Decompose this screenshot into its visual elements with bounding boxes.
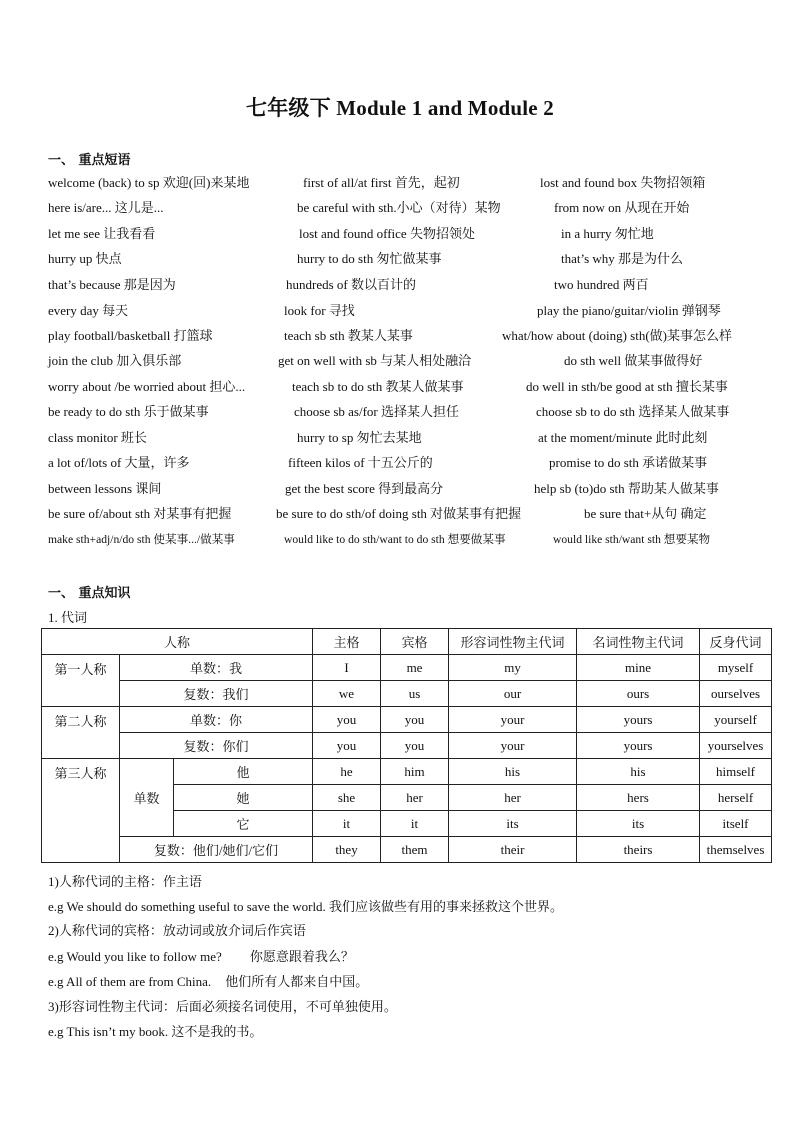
table-cell: you (381, 707, 449, 733)
phrase-item: play the piano/guitar/violin 弹钢琴 (537, 303, 721, 318)
group-third-person: 第三人称 (42, 759, 120, 863)
table-cell: your (449, 707, 577, 733)
table-row (42, 681, 772, 707)
phrase-item: in a hurry 匆忙地 (561, 226, 654, 241)
section-heading-phrases: 一、 重点短语 (48, 153, 131, 168)
table-cell: theirs (577, 837, 700, 863)
group-singular: 单数 (120, 759, 174, 837)
table-cell: their (449, 837, 577, 863)
table-cell: your (449, 733, 577, 759)
table-cell: hers (577, 785, 700, 811)
table-cell: yours (577, 707, 700, 733)
table-cell: her (381, 785, 449, 811)
header-cell: 形容词性物主代词 (449, 629, 577, 655)
phrase-item: let me see 让我看看 (48, 226, 156, 241)
phrase-item: that’s why 那是为什么 (561, 251, 684, 266)
table-cell: us (381, 681, 449, 707)
phrase-item: between lessons 课间 (48, 481, 162, 496)
phrase-item: lost and found box 失物招领箱 (540, 175, 706, 190)
phrase-item: be careful with sth.小心（对待）某物 (297, 200, 501, 215)
phrase-item: first of all/at first 首先，起初 (303, 175, 460, 190)
phrase-item: be ready to do sth 乐于做某事 (48, 404, 209, 419)
table-cell: ours (577, 681, 700, 707)
row-label: 它 (174, 811, 313, 837)
phrase-item: here is/are... 这儿是... (48, 200, 164, 215)
phrase-item: play football/basketball 打篮球 (48, 328, 213, 343)
example-text: e.g This isn’t my book. 这不是我的书。 (48, 1024, 263, 1039)
table-cell: you (313, 707, 381, 733)
table-cell: he (313, 759, 381, 785)
table-row (42, 707, 772, 733)
table-cell: they (313, 837, 381, 863)
phrase-item: promise to do sth 承诺做某事 (549, 455, 708, 470)
section-heading-knowledge: 一、 重点知识 (48, 586, 131, 601)
group-second-person: 第二人称 (42, 707, 120, 759)
table-cell: yourself (700, 707, 772, 733)
table-cell: she (313, 785, 381, 811)
phrase-item: hundreds of 数以百计的 (286, 277, 416, 292)
table-cell: our (449, 681, 577, 707)
phrase-item: look for 寻找 (284, 303, 355, 318)
table-cell: it (313, 811, 381, 837)
table-row (42, 733, 772, 759)
phrase-item: teach sb sth 教某人某事 (284, 328, 413, 343)
phrase-item: choose sb as/for 选择某人担任 (294, 404, 460, 419)
pronoun-table (41, 628, 772, 863)
header-cell: 宾格 (381, 629, 449, 655)
table-cell: him (381, 759, 449, 785)
row-label: 单数：你 (120, 707, 313, 733)
table-cell: you (381, 733, 449, 759)
table-cell: myself (700, 655, 772, 681)
phrase-item: would like to do sth/want to do sth 想要做某事 (284, 533, 506, 546)
rule-text: 3)形容词性物主代词：后面必须接名词使用，不可单独使用。 (48, 999, 397, 1014)
table-cell: ourselves (700, 681, 772, 707)
phrase-item: make sth+adj/n/do sth 使某事.../做某事 (48, 533, 235, 546)
table-cell: my (449, 655, 577, 681)
table-cell: her (449, 785, 577, 811)
table-cell: yours (577, 733, 700, 759)
phrase-item: welcome (back) to sp 欢迎(回)来某地 (48, 175, 250, 190)
phrase-item: teach sb to do sth 教某人做某事 (292, 379, 464, 394)
phrase-item: do sth well 做某事做得好 (564, 353, 703, 368)
header-cell: 主格 (313, 629, 381, 655)
row-label: 他 (174, 759, 313, 785)
phrase-item: hurry up 快点 (48, 251, 122, 266)
row-label: 复数：我们 (120, 681, 313, 707)
phrase-item: a lot of/lots of 大量，许多 (48, 455, 190, 470)
rule-text: 2)人称代词的宾格：放动词或放介词后作宾语 (48, 923, 306, 938)
phrase-item: hurry to do sth 匆忙做某事 (297, 251, 442, 266)
table-cell: his (449, 759, 577, 785)
table-header-row (42, 629, 772, 655)
row-label: 单数：我 (120, 655, 313, 681)
table-row (42, 655, 772, 681)
phrase-item: that’s because 那是因为 (48, 277, 176, 292)
phrase-item: help sb (to)do sth 帮助某人做某事 (534, 481, 719, 496)
phrase-item: get the best score 得到最高分 (285, 481, 444, 496)
table-cell: its (449, 811, 577, 837)
phrase-item: choose sb to do sth 选择某人做某事 (536, 404, 730, 419)
phrase-item: what/how about (doing) sth(做)某事怎么样 (502, 328, 733, 343)
table-cell: themselves (700, 837, 772, 863)
phrase-item: hurry to sp 匆忙去某地 (297, 430, 422, 445)
table-row (42, 837, 772, 863)
table-cell: its (577, 811, 700, 837)
phrase-item: get on well with sb 与某人相处融洽 (278, 353, 472, 368)
phrase-item: do well in sth/be good at sth 擅长某事 (526, 379, 728, 394)
example-text: e.g We should do something useful to save the world. 我们应该做些有用的事来拯救这个世界。 (48, 899, 564, 914)
table-cell: itself (700, 811, 772, 837)
example-text: e.g All of them are from China. (48, 974, 212, 989)
example-line (48, 946, 354, 965)
table-cell: herself (700, 785, 772, 811)
phrase-item: lost and found office 失物招领处 (299, 226, 475, 241)
table-cell: me (381, 655, 449, 681)
header-cell: 反身代词 (700, 629, 772, 655)
page-title: 七年级下 Module 1 and Module 2 (246, 96, 554, 120)
phrase-item: at the moment/minute 此时此刻 (538, 430, 708, 445)
phrase-item: every day 每天 (48, 303, 129, 318)
row-label: 复数：他们/她们/它们 (120, 837, 313, 863)
table-cell: yourselves (700, 733, 772, 759)
phrase-item: worry about /be worried about 担心... (48, 379, 246, 394)
phrase-item: fifteen kilos of 十五公斤的 (288, 455, 433, 470)
table-cell: I (313, 655, 381, 681)
table-row (42, 759, 772, 785)
table-cell: mine (577, 655, 700, 681)
example-translation: 他们所有人都来自中国。 (225, 974, 369, 989)
row-label: 复数：你们 (120, 733, 313, 759)
table-cell: his (577, 759, 700, 785)
table-cell: himself (700, 759, 772, 785)
table-cell: we (313, 681, 381, 707)
table-cell: them (381, 837, 449, 863)
phrase-item: from now on 从现在开始 (554, 200, 690, 215)
table-cell: it (381, 811, 449, 837)
phrase-item: be sure of/about sth 对某事有把握 (48, 506, 232, 521)
phrase-item: join the club 加入俱乐部 (48, 353, 182, 368)
phrase-item: two hundred 两百 (554, 277, 649, 292)
phrase-item: would like sth/want sth 想要某物 (553, 533, 711, 546)
subheading-pronouns: 1. 代词 (48, 610, 88, 625)
example-translation: 你愿意跟着我么？ (249, 949, 354, 964)
rule-text: 1)人称代词的主格：作主语 (48, 874, 202, 889)
group-first-person: 第一人称 (42, 655, 120, 707)
example-line (48, 971, 368, 990)
table-cell: you (313, 733, 381, 759)
row-label: 她 (174, 785, 313, 811)
phrase-item: class monitor 班长 (48, 430, 147, 445)
phrase-item: be sure that+从句 确定 (584, 506, 707, 521)
phrase-item: be sure to do sth/of doing sth 对做某事有把握 (276, 506, 522, 521)
header-cell: 人称 (42, 629, 313, 655)
header-cell: 名词性物主代词 (577, 629, 700, 655)
example-text: e.g Would you like to follow me? (48, 949, 222, 964)
